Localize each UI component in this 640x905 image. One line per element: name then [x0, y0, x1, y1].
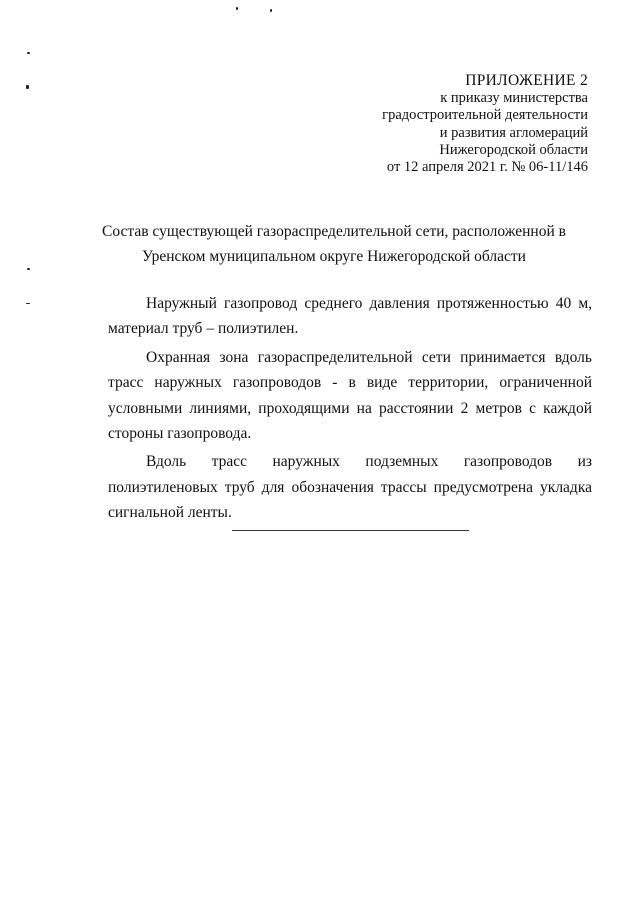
body-paragraph: Наружный газопровод среднего давления протяженностью 40 м, материал труб – полиэтилен. — [108, 295, 592, 338]
scan-speck — [27, 52, 30, 54]
body-paragraph: Охранная зона газораспределительной сети принимается вдоль трасс наружных газопроводов - в виде территории, ограниченной условными линиями, проходящими на расстоянии 2 метров с каждой стороны газопровода. — [108, 348, 592, 443]
scan-speck — [236, 7, 238, 10]
scan-speck — [26, 303, 30, 304]
annex-line: и развития агломераций — [439, 124, 588, 141]
annex-block — [328, 72, 588, 176]
annex-line: Нижегородской области — [439, 141, 588, 158]
scan-speck — [26, 85, 29, 89]
scan-speck — [27, 268, 30, 270]
document-title-line: Уренском муниципальном округе Нижегородской области — [142, 248, 526, 265]
scan-speck — [270, 9, 272, 12]
annex-line: градостроительной деятельности — [382, 107, 588, 124]
body-paragraph: Вдоль трасс наружных подземных газопроводов из полиэтиленовых труб для обозначения трассы предусмотрена укладка сигнальной ленты. — [108, 453, 592, 522]
document-body — [108, 291, 592, 529]
annex-line: к приказу министерства — [440, 90, 588, 107]
annex-title: ПРИЛОЖЕНИЕ 2 — [465, 72, 588, 89]
annex-order-date: от 12 апреля 2021 г. № 06-11/146 — [386, 159, 588, 176]
end-divider — [232, 530, 469, 531]
document-title-line: Состав существующей газораспределительной сети, расположенной в — [102, 223, 566, 240]
document-title — [100, 219, 568, 269]
